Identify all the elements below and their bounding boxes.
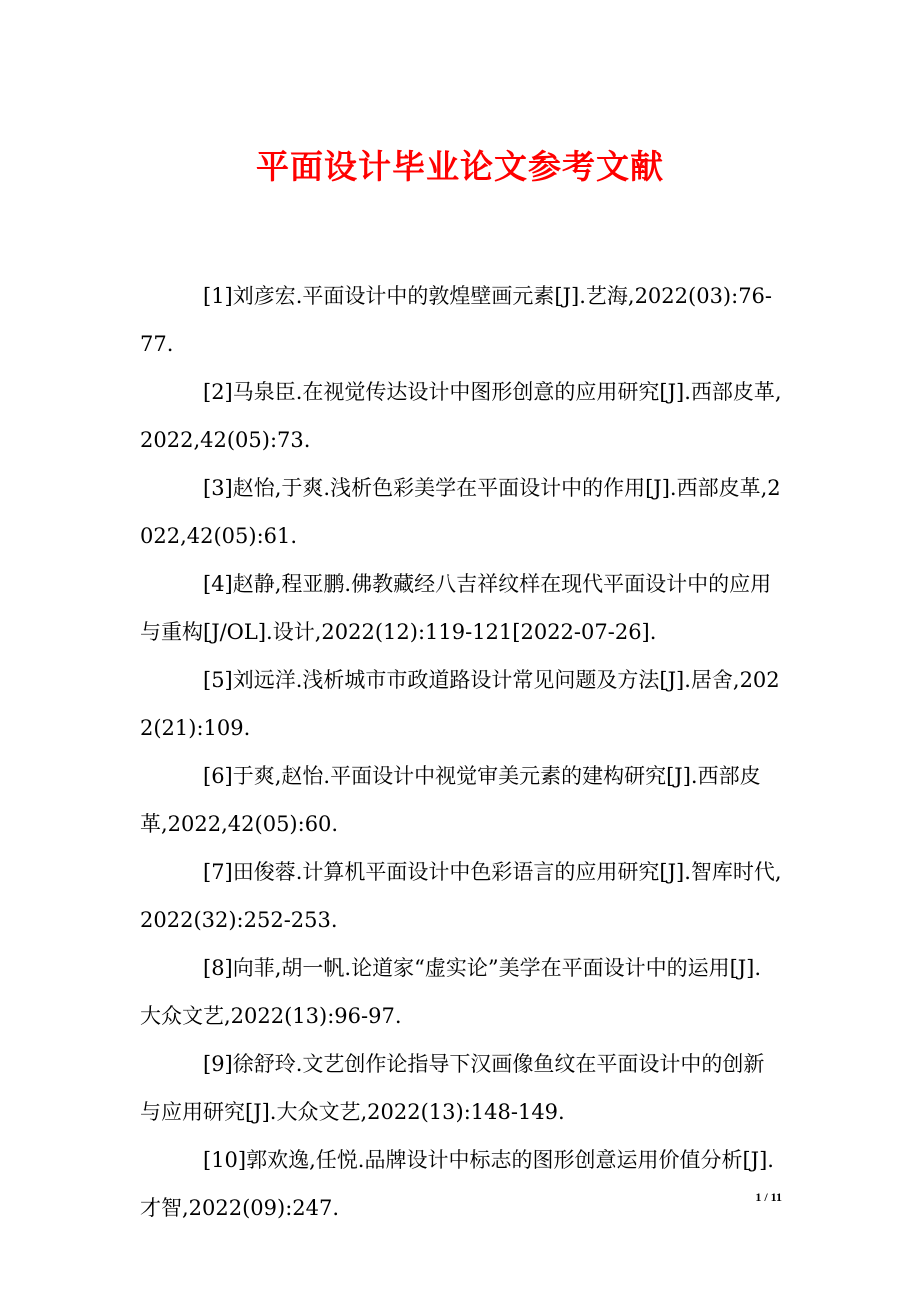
reference-item: [9]徐舒玲.文艺创作论指导下汉画像鱼纹在平面设计中的创新与应用研究[J].大众文艺,2022(13):148-149. [140,1052,765,1124]
reference-list [140,272,782,1232]
reference-item: [4]赵静,程亚鹏.佛教藏经八吉祥纹样在现代平面设计中的应用与重构[J/OL].设计,2022(12):119-121[2022-07-26]. [140,572,772,644]
reference-item: [2]马泉臣.在视觉传达设计中图形创意的应用研究[J].西部皮革,2022,42(05):73. [140,380,782,452]
reference-item: [5]刘远洋.浅析城市市政道路设计常见问题及方法[J].居舍,2022(21):109. [140,668,780,740]
reference-item: [1]刘彦宏.平面设计中的敦煌壁画元素[J].艺海,2022(03):76-77. [140,284,773,356]
reference-item: [8]向菲,胡一帆.论道家“虚实论”美学在平面设计中的运用[J].大众文艺,2022(13):96-97. [140,956,762,1028]
reference-item: [7]田俊蓉.计算机平面设计中色彩语言的应用研究[J].智库时代,2022(32):252-253. [140,860,782,932]
page-number: 1 / 11 [755,1190,782,1204]
reference-item: [3]赵怡,于爽.浅析色彩美学在平面设计中的作用[J].西部皮革,2022,42(05):61. [140,476,781,548]
reference-item: [10]郭欢逸,任悦.品牌设计中标志的图形创意运用价值分析[J].才智,2022(09):247. [140,1148,774,1220]
document-title: 平面设计毕业论文参考文献 [256,147,664,186]
reference-item: [6]于爽,赵怡.平面设计中视觉审美元素的建构研究[J].西部皮革,2022,42(05):60. [140,764,761,836]
